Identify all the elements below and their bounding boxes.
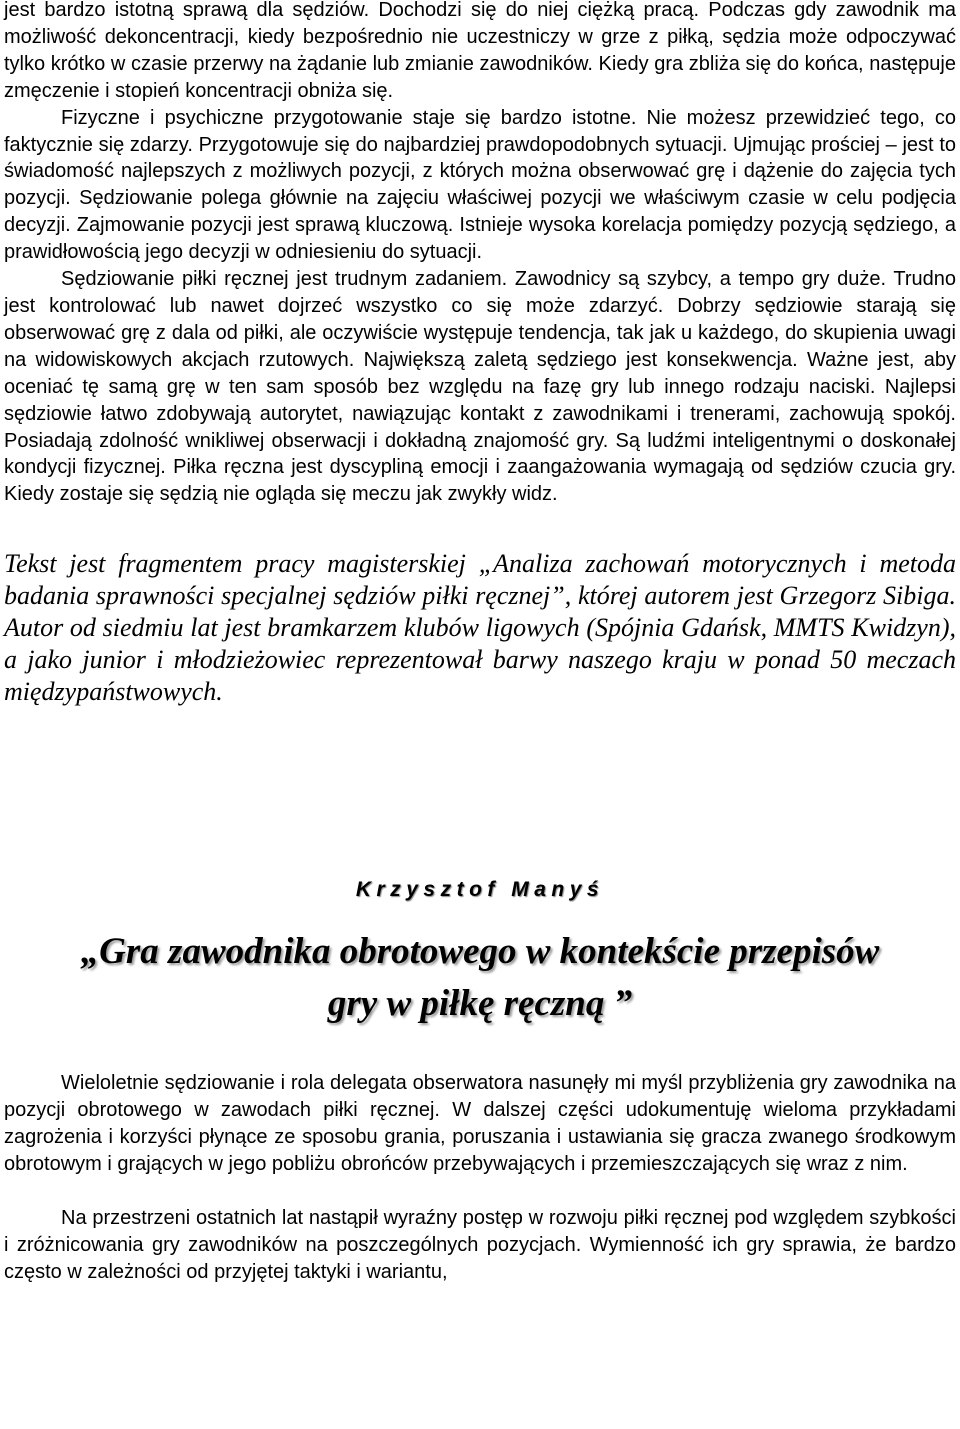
author-note: Tekst jest fragmentem pracy magisterskiej „Analiza zachowań motorycznych i metoda badania sprawności specjalnej sędziów piłki ręcznej”, której autorem jest Grzegorz Sibiga. Autor od siedmiu lat jest bramkarzem klubów ligowych (Spójnia Gdańsk, MMTS Kwidzyn), a jako junior i młodzieżowiec reprezentował barwy naszego kraju w ponad 50 meczach międzypaństwowych. xyxy=(4,549,956,707)
article-title-line-1: „Gra zawodnika obrotowego w kontekście przepisów xyxy=(80,931,880,973)
article-title xyxy=(4,926,956,1030)
paragraph-preparation: Fizyczne i psychiczne przygotowanie staje się bardzo istotne. Nie możesz przewidzieć tego, co faktycznie się zdarzy. Przygotowuje się do najbardziej prawdopodobnych sytuacji. Ujmując prościej – jest to świadomość najlepszych z możliwych pozycji, z których można obserwować grę i dążenie do zajęcia tych pozycji. Sędziowanie polega głównie na zajęciu właściwej pozycji we właściwym czasie w celu podjęcia decyzji. Zajmowanie pozycji jest sprawą kluczową. Istnieje wysoka korelacja pomiędzy pozycją sędziego, a prawidłowością jego decyzji w odniesieniu do sytuacji. xyxy=(4,106,956,264)
paragraph-referee-fatigue: jest bardzo istotną sprawą dla sędziów. Dochodzi się do niej ciężką pracą. Podczas gdy zawodnik ma możliwość dekoncentracji, kiedy bezpośrednio nie uczestniczy w grze z piłką, sędzia może odpoczywać tylko krótko w czasie przerwy na żądanie lub zmianie zawodników. Kiedy gra zbliża się do końca, następuje zmęczenie i stopień koncentracji obniża się. xyxy=(4,0,956,102)
article-author: Krzysztof Manyś xyxy=(355,878,605,902)
paragraph-progress: Na przestrzeni ostatnich lat nastąpił wyraźny postęp w rozwoju piłki ręcznej pod względem szybkości i zróżnicowania gry zawodników na poszczególnych pozycjach. Wymienność ich gry sprawia, że bardzo często w zależności od przyjętej taktyki i wariantu, xyxy=(4,1206,956,1283)
document-page xyxy=(4,0,956,1286)
paragraph-refereeing-difficulty: Sędziowanie piłki ręcznej jest trudnym zadaniem. Zawodnicy są szybcy, a tempo gry duże. Trudno jest kontrolować lub nawet dojrzeć wszystko co się może zdarzyć. Dobrzy sędziowie starają się obserwować grę z dala od piłki, ale oczywiście występuje tendencja, tak jak u każdego, do skupienia uwagi na widowiskowych akcjach rzutowych. Największą zaletą sędziego jest konsekwencja. Ważne jest, aby oceniać tę samą grę w ten sam sposób bez względu na fazę gry lub innego rodzaju naciski. Najlepsi sędziowie łatwo zdobywają autorytet, nawiązując kontakt z zawodnikami i trenerami, zachowują spokój. Posiadają zdolność wnikliwej obserwacji i dokładną znajomość gry. Są ludźmi inteligentnymi o doskonałej kondycji fizycznej. Piłka ręczna jest dyscypliną emocji i zaangażowania wymagają od sędziów czucia gry. Kiedy zostaje się sędzią nie ogląda się meczu jak zwykły widz. xyxy=(4,268,956,506)
paragraph-introduction: Wieloletnie sędziowanie i rola delegata obserwatora nasunęły mi myśl przybliżenia gry zawodnika na pozycji obrotowego w zawodach piłki ręcznej. W dalszej części udokumentuję wieloma przykładami zagrożenia i korzyści płynące ze sposobu grania, poruszania i ustawiania się gracza zwanego środkowym obrotowym i grających w jego pobliżu obrońców przebywających i przemieszczających się wraz z nim. xyxy=(4,1072,956,1175)
article-title-line-2: gry w piłkę ręczną ” xyxy=(327,983,633,1025)
